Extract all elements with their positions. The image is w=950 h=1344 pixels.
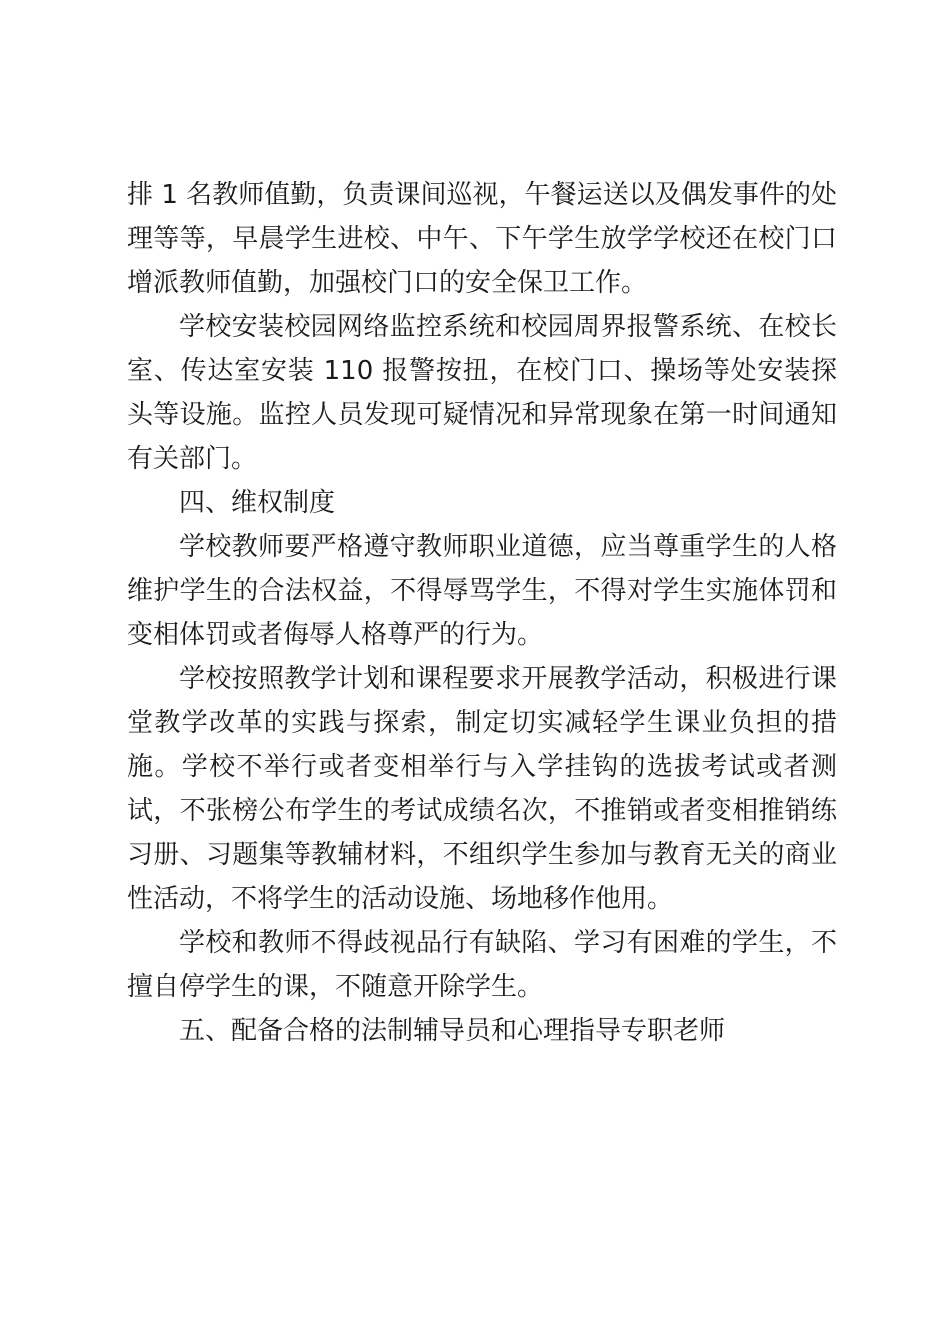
section-heading-legal-counselors: 五、配备合格的法制辅导员和心理指导专职老师 (179, 1016, 726, 1046)
paragraph-teacher-ethics: 学校教师要严格遵守教师职业道德，应当尊重学生的人格维护学生的合法权益，不得辱骂学生，不得对学生实施体罚和变相体罚或者侮辱人格尊严的行为。 (127, 532, 837, 650)
paragraph-teaching-plan: 学校按照教学计划和课程要求开展教学活动，积极进行课堂教学改革的实践与探索，制定切实减轻学生课业负担的措施。学校不举行或者变相举行与入学挂钩的选拔考试或者测试，不张榜公布学生的考试成绩名次，不推销或者变相推销练习册、习题集等教辅材料，不组织学生参加与教育无关的商业性活动，不将学生的活动设施、场地移作他用。 (127, 664, 837, 914)
paragraph-monitoring-system: 学校安装校园网络监控系统和校园周界报警系统、在校长室、传达室安装 110 报警按扭，在校门口、操场等处安装探头等设施。监控人员发现可疑情况和异常现象在第一时间通知有关部门。 (127, 312, 837, 474)
paragraph-no-discrimination: 学校和教师不得歧视品行有缺陷、学习有困难的学生，不擅自停学生的课，不随意开除学生。 (127, 928, 837, 1002)
paragraph-continued-duty: 排 1 名教师值勤，负责课间巡视，午餐运送以及偶发事件的处理等等，早晨学生进校、中午、下午学生放学学校还在校门口增派教师值勤，加强校门口的安全保卫工作。 (127, 180, 837, 298)
document-page (127, 173, 837, 1053)
section-heading-rights-protection: 四、维权制度 (179, 488, 336, 518)
